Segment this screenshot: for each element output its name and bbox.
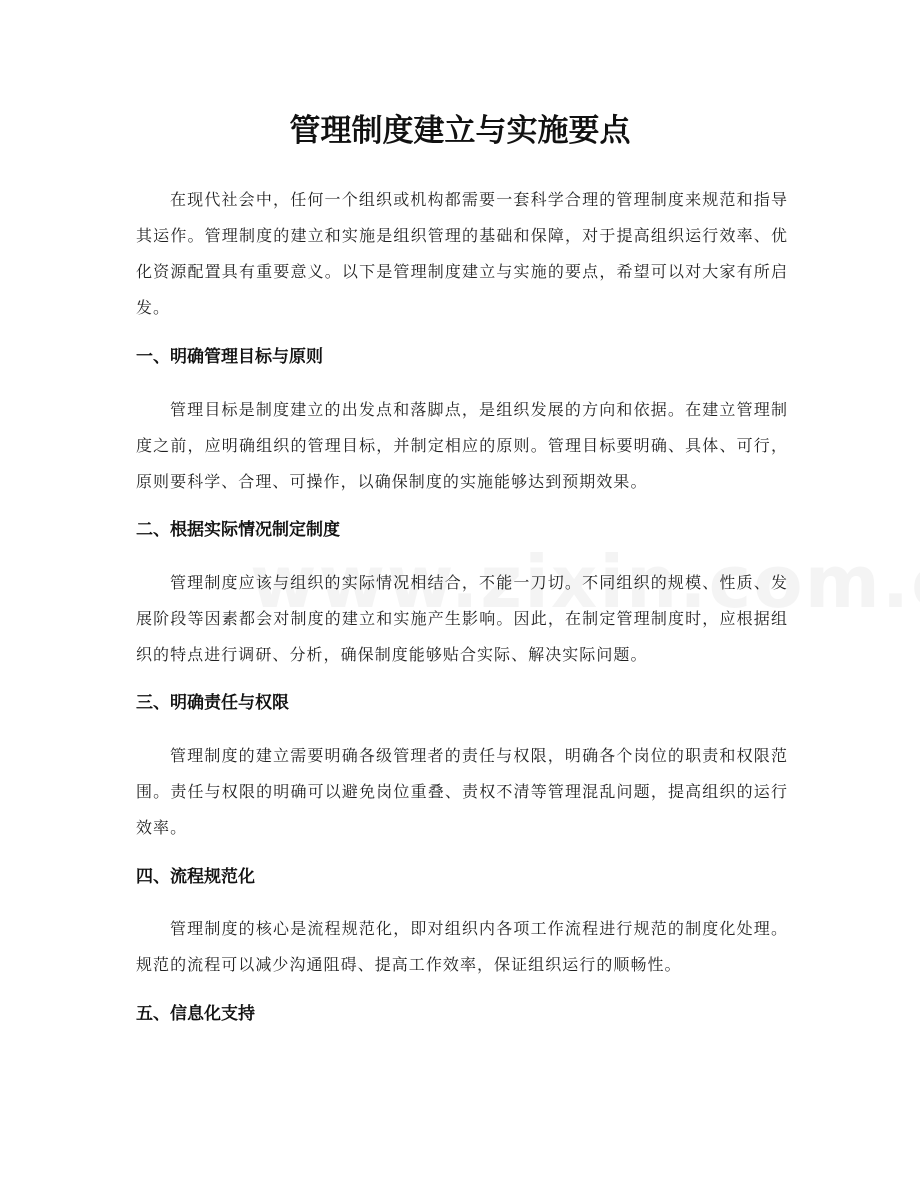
section-body-3-container: [136, 738, 788, 846]
section-body-2-container: [136, 565, 788, 673]
intro-section: [136, 182, 788, 326]
section-heading-4: 四、流程规范化: [136, 867, 255, 887]
section-heading-3: 三、明确责任与权限: [136, 693, 289, 713]
page-title: 管理制度建立与实施要点: [289, 113, 631, 149]
section-heading-2: 二、根据实际情况制定制度: [136, 520, 340, 540]
section-body-1-container: [136, 392, 788, 500]
section-heading-1: 一、明确管理目标与原则: [136, 347, 323, 367]
section-heading-5: 五、信息化支持: [136, 1004, 255, 1024]
intro-paragraph: 在现代社会中，任何一个组织或机构都需要一套科学合理的管理制度来规范和指导其运作。管理制度的建立和实施是组织管理的基础和保障，对于提高组织运行效率、优化资源配置具有重要意义。以下是管理制度建立与实施的要点，希望可以对大家有所启发。: [136, 190, 788, 317]
section-body-4: 管理制度的核心是流程规范化，即对组织内各项工作流程进行规范的制度化处理。规范的流程可以减少沟通阻碍、提高工作效率，保证组织运行的顺畅性。: [136, 919, 788, 974]
section-body-4-container: [136, 911, 788, 983]
section-body-1: 管理目标是制度建立的出发点和落脚点，是组织发展的方向和依据。在建立管理制度之前，应明确组织的管理目标，并制定相应的原则。管理目标要明确、具体、可行，原则要科学、合理、可操作，以确保制度的实施能够达到预期效果。: [136, 400, 788, 491]
section-body-2: 管理制度应该与组织的实际情况相结合，不能一刀切。不同组织的规模、性质、发展阶段等因素都会对制度的建立和实施产生影响。因此，在制定管理制度时，应根据组织的特点进行调研、分析，确保制度能够贴合实际、解决实际问题。: [136, 573, 788, 664]
section-body-3: 管理制度的建立需要明确各级管理者的责任与权限，明确各个岗位的职责和权限范围。责任与权限的明确可以避免岗位重叠、责权不清等管理混乱问题，提高组织的运行效率。: [136, 746, 788, 837]
